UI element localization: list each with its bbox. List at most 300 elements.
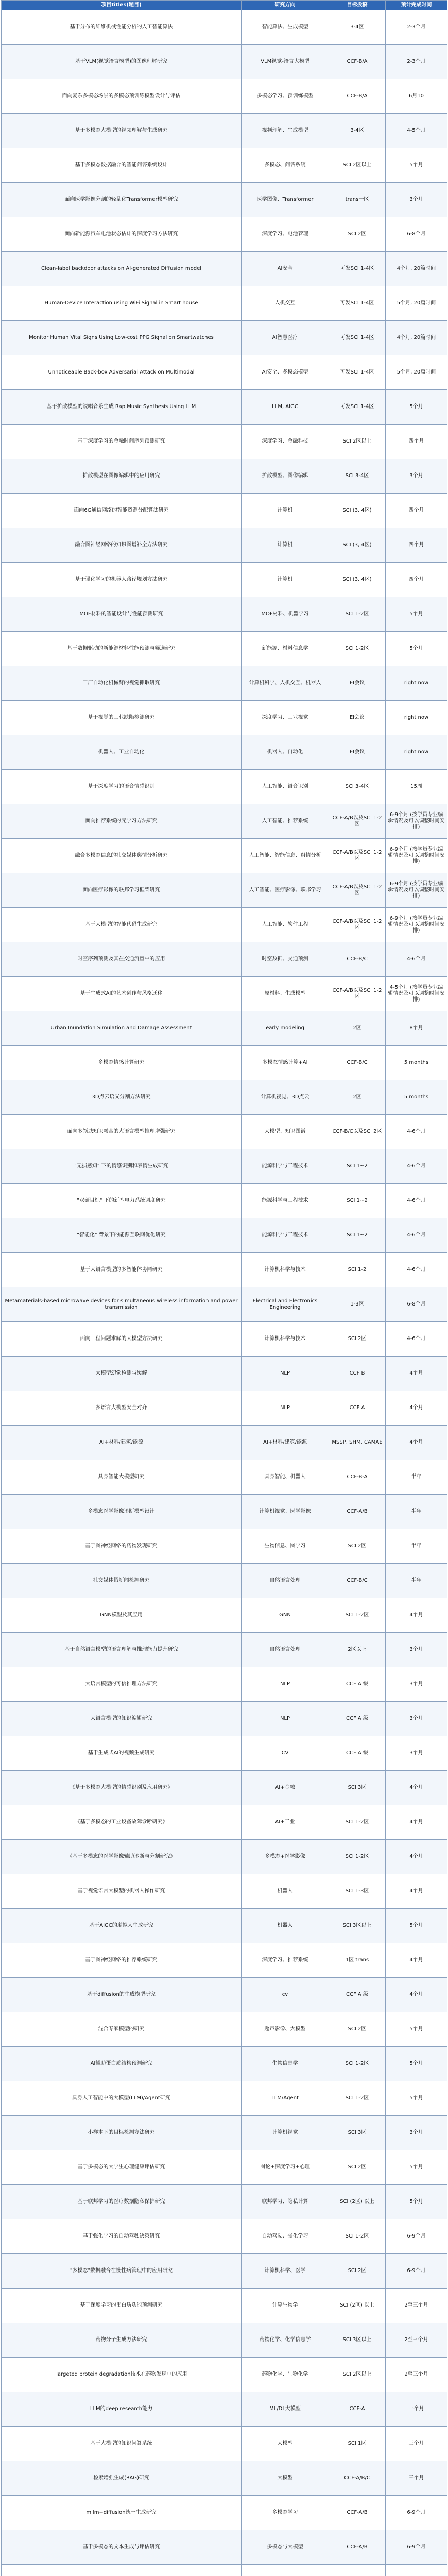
- cell-direction: 人工智能、推荐系统: [242, 804, 329, 839]
- cell-time: 5个月: [386, 1909, 447, 1943]
- cell-target: SCI (2区) 以上: [329, 2289, 386, 2323]
- table-row: [2, 597, 447, 632]
- cell-direction: 药物化学、生物化学: [242, 2358, 329, 2392]
- cell-direction: 生物信息学: [242, 2047, 329, 2081]
- cell-direction: 能源科学与工程技术: [242, 1184, 329, 1218]
- cell-title: Monitor Human Vital Signs Using Low-cost PPG Signal on Smartwatches: [2, 321, 242, 355]
- cell-target: SCI 3区以上: [329, 2323, 386, 2358]
- table-row: [2, 1529, 447, 1564]
- cell-time: 6-8个月: [386, 1287, 447, 1322]
- table-row: [2, 804, 447, 839]
- cell-target: SCI 1-2区: [329, 1598, 386, 1633]
- cell-time: 3个月: [386, 2116, 447, 2150]
- cell-title: GNN模型及其应用: [2, 1598, 242, 1633]
- table-row: [2, 1978, 447, 2012]
- cell-target: 3-4区: [329, 114, 386, 148]
- cell-direction: 药物化学、化学信息学: [242, 2323, 329, 2358]
- table-row: [2, 2392, 447, 2427]
- cell-direction: MOF材料、机器学习: [242, 597, 329, 632]
- cell-time: 5个月: [386, 2047, 447, 2081]
- cell-time: 5个月: [386, 390, 447, 425]
- cell-time: 4个月: [386, 1840, 447, 1874]
- cell-direction: CV: [242, 1736, 329, 1771]
- cell-time: 6-9个月 (按学员专业编辑情况及可以调整时间安排): [386, 804, 447, 839]
- cell-direction: 多模态学习、预训练模型: [242, 79, 329, 114]
- cell-target: SCI (3, 4区): [329, 563, 386, 597]
- table-row: [2, 1667, 447, 1702]
- cell-title: 《基于多模态的工业设备故障诊断研究》: [2, 1805, 242, 1840]
- cell-target: SCI 1-2区: [329, 2081, 386, 2116]
- table-row: [2, 632, 447, 666]
- table-row: [2, 355, 447, 390]
- cell-direction: 计算机视觉: [242, 2116, 329, 2150]
- cell-direction: NLP: [242, 1702, 329, 1736]
- cell-title: 机器人、工业自动化: [2, 735, 242, 770]
- cell-time: 3个月: [386, 1702, 447, 1736]
- cell-direction: cv: [242, 1978, 329, 2012]
- project-table: [1, 0, 447, 2576]
- cell-target: SCI 2区: [329, 2012, 386, 2047]
- header-title: 项目titles(题目): [2, 1, 242, 10]
- cell-time: 半年: [386, 1495, 447, 1529]
- table-row: [2, 1287, 447, 1322]
- cell-title: 基于深度学习的金融时间序列预测研究: [2, 425, 242, 459]
- cell-title: 基于大模型的智能代码生成研究: [2, 908, 242, 942]
- table-row: [2, 494, 447, 528]
- cell-title: 时空序列预测及其在交通流量中的应用: [2, 942, 242, 977]
- cell-title: 基于视觉语言大模型的机器人操作研究: [2, 1874, 242, 1909]
- cell-time: 4-6个月: [386, 1115, 447, 1149]
- cell-direction: 能源科学与工程技术: [242, 1149, 329, 1184]
- cell-target: 可发SCI 1-4区: [329, 321, 386, 355]
- cell-direction: 计算机科学与技术: [242, 1253, 329, 1287]
- cell-title: 基于自然语言模型的语言理解与推理能力提升研究: [2, 1633, 242, 1667]
- table-row: [2, 1149, 447, 1184]
- cell-time: 2-3个月: [386, 45, 447, 79]
- table-row: [2, 1909, 447, 1943]
- cell-target: SCI 2区以上: [329, 2358, 386, 2392]
- cell-target: SCI (3, 4区): [329, 494, 386, 528]
- cell-direction: 计算机科学、医学: [242, 2254, 329, 2289]
- cell-target: CCF B: [329, 1357, 386, 1391]
- cell-title: 基于深度学习的蛋白质功能预测研究: [2, 2289, 242, 2323]
- cell-title: 基于图神经网络的药物发现研究: [2, 1529, 242, 1564]
- table-row: [2, 2427, 447, 2461]
- table-row: [2, 459, 447, 494]
- cell-title: 基于多模态数据融合的智能问答系统设计: [2, 148, 242, 183]
- cell-target: MSSP, SHM, CAMAE: [329, 1426, 386, 1460]
- cell-title: 药物分子生成方法研究: [2, 2323, 242, 2358]
- cell-direction: 计算机: [242, 494, 329, 528]
- table-row: [2, 79, 447, 114]
- cell-direction: 计算机视觉、医学影像: [242, 1495, 329, 1529]
- cell-time: 4-6个月: [386, 1322, 447, 1357]
- cell-title: 基于多模态的文本生成与评估研究: [2, 2530, 242, 2565]
- cell-title: 面向新能源汽车电池状态估计的深度学习方法研究: [2, 217, 242, 252]
- cell-target: 2区: [329, 1080, 386, 1115]
- cell-time: 4个月: [386, 1874, 447, 1909]
- cell-time: 4个月, 20篇时间: [386, 252, 447, 286]
- cell-target: CCF-A/B: [329, 1495, 386, 1529]
- table-row: [2, 183, 447, 217]
- cell-target: SCI (2区) 以上: [329, 2185, 386, 2219]
- cell-title: 基于强化学习的机器人路径规划方法研究: [2, 563, 242, 597]
- cell-time: 3个月: [386, 183, 447, 217]
- cell-direction: GNN: [242, 1598, 329, 1633]
- cell-title: 大语言模型的可信推理方法研究: [2, 1667, 242, 1702]
- table-row: [2, 942, 447, 977]
- table-row: [2, 1391, 447, 1426]
- cell-title: "多模态"数据融合在慢性病管理中的应用研究: [2, 2254, 242, 2289]
- cell-time: 四个月: [386, 563, 447, 597]
- cell-target: trans一区: [329, 183, 386, 217]
- table-row: [2, 1943, 447, 1978]
- cell-title: MOF材料的智能设计与性能预测研究: [2, 597, 242, 632]
- cell-title: 面向医学影像分割的轻量化Transformer模型研究: [2, 183, 242, 217]
- cell-title: 面向医疗影像的联邦学习框架研究: [2, 873, 242, 908]
- cell-time: 4-5个月 (按学员专业编辑情况及可以调整时间安排): [386, 977, 447, 1011]
- cell-target: SCI 3区以上: [329, 1909, 386, 1943]
- cell-title: 融合图神经网络的知识图谱补全方法研究: [2, 528, 242, 563]
- cell-direction: NLP: [242, 1667, 329, 1702]
- cell-direction: VLM视觉-语言大模型: [242, 45, 329, 79]
- cell-time: 2至三个月: [386, 2323, 447, 2358]
- cell-direction: 人工智能、语音识别: [242, 770, 329, 804]
- cell-direction: AI智慧医疗: [242, 321, 329, 355]
- cell-title: 检索增强生成(RAG)研究: [2, 2461, 242, 2496]
- cell-title: 基于扩散模型的说唱音乐生成 Rap Music Synthesis Using LLM: [2, 390, 242, 425]
- cell-time: 4个月: [386, 1598, 447, 1633]
- cell-title: 基于大语言模型的多智能体协同研究: [2, 1253, 242, 1287]
- cell-time: 2至三个月: [386, 2358, 447, 2392]
- cell-time: 5个月: [386, 148, 447, 183]
- table-row: [2, 10, 447, 45]
- cell-time: 4个月: [386, 1978, 447, 2012]
- cell-title: 面向多领域知识融合的大语言模型推理增强研究: [2, 1115, 242, 1149]
- cell-direction: 人工智能、智能信息、舆情分析: [242, 839, 329, 873]
- table-row: [2, 1598, 447, 1633]
- cell-target: CCF-A/B以及SCI 1-2区: [329, 804, 386, 839]
- cell-time: 6-9个月 (按学员专业编辑情况及可以调整时间安排): [386, 839, 447, 873]
- cell-direction: NLP: [242, 1391, 329, 1426]
- cell-direction: LLM, AIGC: [242, 390, 329, 425]
- cell-time: 四个月: [386, 528, 447, 563]
- cell-title: 面向6G通信网络的智能资源分配算法研究: [2, 494, 242, 528]
- cell-target: SCI 3区: [329, 1771, 386, 1805]
- cell-title: 多语言大模型安全对齐: [2, 1391, 242, 1426]
- table-row: [2, 1218, 447, 1253]
- cell-direction: 自动驾驶、强化学习: [242, 2219, 329, 2254]
- cell-target: CCF-A/B以及SCI 1-2区: [329, 977, 386, 1011]
- cell-title: 基于视觉的工业缺陷检测研究: [2, 701, 242, 735]
- cell-title: 基于数据驱动的新能源材料性能预测与筛选研究: [2, 632, 242, 666]
- cell-time: 5个月: [386, 2012, 447, 2047]
- cell-title: 扩散模型在图像编辑中的应用研究: [2, 459, 242, 494]
- cell-target: SCI 3-4区: [329, 770, 386, 804]
- cell-time: 3个月: [386, 1736, 447, 1771]
- cell-title: Human-Device Interaction using WiFi Signal in Smart house: [2, 286, 242, 321]
- cell-target: CCF-A/B/C: [329, 2461, 386, 2496]
- cell-direction: 人机交互: [242, 286, 329, 321]
- cell-direction: ML/DL大模型: [242, 2392, 329, 2427]
- cell-title: 基于强化学习的自动驾驶决策研究: [2, 2219, 242, 2254]
- cell-target: EI会议: [329, 735, 386, 770]
- cell-title: 基于多模态的大学生心理健康评估研究: [2, 2150, 242, 2185]
- table-row: [2, 390, 447, 425]
- cell-direction: LLM/Agent: [242, 2081, 329, 2116]
- cell-time: right now: [386, 666, 447, 701]
- table-row: [2, 1771, 447, 1805]
- cell-direction: AI安全、多模态模型: [242, 355, 329, 390]
- cell-title: 面向工程问题求解的大模型方法研究: [2, 1322, 242, 1357]
- cell-time: 半年: [386, 1564, 447, 1598]
- table-row: [2, 2530, 447, 2565]
- cell-time: 3个月: [386, 1633, 447, 1667]
- cell-time: 6-9个月: [386, 2219, 447, 2254]
- cell-title: Targeted protein degradation技术在药物发现中的应用: [2, 2358, 242, 2392]
- cell-title: 基于VLM(视觉语言模型)的图像理解研究: [2, 45, 242, 79]
- table-row: [2, 1564, 447, 1598]
- table-row: [2, 1495, 447, 1529]
- cell-direction: 医学图像、Transformer: [242, 183, 329, 217]
- cell-title: 基于图神经网络的推荐系统研究: [2, 1943, 242, 1978]
- cell-time: 4个月: [386, 1357, 447, 1391]
- cell-direction: 具身智能、机器人: [242, 1460, 329, 1495]
- cell-target: 可发SCI 1-4区: [329, 390, 386, 425]
- cell-time: 4-6个月: [386, 1253, 447, 1287]
- cell-title: AI辅助蛋白质结构预测研究: [2, 2047, 242, 2081]
- header-direction: 研究方向: [242, 1, 329, 10]
- cell-direction: 多模态、问答系统: [242, 148, 329, 183]
- cell-title: 基于生成式AI的艺术创作与风格迁移: [2, 977, 242, 1011]
- table-row: [2, 217, 447, 252]
- cell-time: 6-9个月: [386, 2530, 447, 2565]
- table-row: [2, 2185, 447, 2219]
- cell-time: 5个月: [386, 2185, 447, 2219]
- cell-title: 面向推荐系统的元学习方法研究: [2, 804, 242, 839]
- cell-target: CCF A 级: [329, 1978, 386, 2012]
- cell-target: SCI 1-2区: [329, 1840, 386, 1874]
- table-row: [2, 977, 447, 1011]
- cell-time: 5个月: [386, 597, 447, 632]
- cell-direction: Electrical and Electronics Engineering: [242, 1287, 329, 1322]
- cell-title: 多模态医学影像诊断模型设计: [2, 1495, 242, 1529]
- cell-direction: 多模态情感计算+AI: [242, 1046, 329, 1080]
- cell-title: 基于分布的纤维机械性能分析的人工智能算法: [2, 10, 242, 45]
- cell-title: 大语言模型的知识编辑研究: [2, 1702, 242, 1736]
- cell-direction: 大模型、知识图谱: [242, 1115, 329, 1149]
- cell-target: SCI 1~2: [329, 1149, 386, 1184]
- cell-title: 基于生成式AI的视频生成研究: [2, 1736, 242, 1771]
- cell-target: SCI 2区: [329, 2254, 386, 2289]
- table-row: [2, 2012, 447, 2047]
- cell-direction: 机器人: [242, 1874, 329, 1909]
- table-row: [2, 563, 447, 597]
- cell-target: SCI 1-3区: [329, 1874, 386, 1909]
- cell-title: "智能化" 背景下的能源互联网优化研究: [2, 1218, 242, 1253]
- cell-title: mllm+diffusion统一生成研究: [2, 2496, 242, 2530]
- cell-direction: [242, 2565, 329, 2576]
- cell-direction: 计算生物学: [242, 2289, 329, 2323]
- table-row: [2, 2219, 447, 2254]
- cell-direction: 大模型: [242, 2427, 329, 2461]
- cell-title: 社交媒体假新闻检测研究: [2, 1564, 242, 1598]
- cell-time: 三个月: [386, 2461, 447, 2496]
- cell-title: Urban Inundation Simulation and Damage Assessment: [2, 1011, 242, 1046]
- cell-title: Unnoticeable Back-box Adversarial Attack on Multimodal: [2, 355, 242, 390]
- table-row: [2, 908, 447, 942]
- table-row: [2, 2150, 447, 2185]
- cell-title: "无损感知" 下的情感识别和表情生成研究: [2, 1149, 242, 1184]
- cell-target: SCI 3区: [329, 2116, 386, 2150]
- table-row: [2, 2565, 447, 2576]
- cell-direction: 人工智能、医疗影像、联邦学习: [242, 873, 329, 908]
- cell-title: 融合多模态信息的社交媒体舆情分析研究: [2, 839, 242, 873]
- cell-direction: AI安全: [242, 252, 329, 286]
- cell-direction: 大模型: [242, 2461, 329, 2496]
- cell-direction: 自然语言处理: [242, 1633, 329, 1667]
- table-row: [2, 1011, 447, 1046]
- cell-target: SCI 1~2: [329, 1184, 386, 1218]
- cell-time: 3个月: [386, 1667, 447, 1702]
- cell-title: Metamaterials-based microwave devices for simultaneous wireless information and power transmission: [2, 1287, 242, 1322]
- cell-title: [2, 2565, 242, 2576]
- table-row: [2, 1460, 447, 1495]
- cell-direction: 机器人: [242, 1909, 329, 1943]
- table-row: [2, 1874, 447, 1909]
- table-row: [2, 770, 447, 804]
- cell-title: 基于大模型的知识问答系统: [2, 2427, 242, 2461]
- cell-time: 4个月, 20篇时间: [386, 321, 447, 355]
- cell-target: SCI 2区: [329, 1322, 386, 1357]
- cell-time: 半年: [386, 1529, 447, 1564]
- cell-target: SCI 1-2区: [329, 597, 386, 632]
- cell-direction: NLP: [242, 1357, 329, 1391]
- cell-title: 基于AIGC的虚拟人生成研究: [2, 1909, 242, 1943]
- cell-direction: 扩散模型、图像编辑: [242, 459, 329, 494]
- cell-target: CCF-A/B: [329, 2530, 386, 2565]
- cell-direction: 人工智能、软件工程: [242, 908, 329, 942]
- cell-time: 6-9个月 (按学员专业编辑情况及可以调整时间安排): [386, 908, 447, 942]
- cell-time: 4-6个月: [386, 1218, 447, 1253]
- table-row: [2, 1357, 447, 1391]
- cell-direction: 深度学习、推荐系统: [242, 1943, 329, 1978]
- cell-target: CCF-B/A: [329, 79, 386, 114]
- cell-target: SCI 1区: [329, 2427, 386, 2461]
- cell-time: [386, 2565, 447, 2576]
- cell-title: 基于深度学习的语音情感识别: [2, 770, 242, 804]
- cell-time: right now: [386, 701, 447, 735]
- table-row: [2, 2323, 447, 2358]
- cell-direction: 深度学习、电池管理: [242, 217, 329, 252]
- cell-direction: AI+金融: [242, 1771, 329, 1805]
- cell-direction: 计算机: [242, 563, 329, 597]
- header-target: 目标投稿: [329, 1, 386, 10]
- cell-direction: 智能算法、生成模型: [242, 10, 329, 45]
- cell-time: 4个月: [386, 1943, 447, 1978]
- cell-title: 面向复杂多模态场景的多模态预训练模型设计与评估: [2, 79, 242, 114]
- table-row: [2, 45, 447, 79]
- table-row: [2, 286, 447, 321]
- cell-target: EI会议: [329, 701, 386, 735]
- cell-direction: 计算机科学与技术: [242, 1322, 329, 1357]
- cell-direction: 机器人、自动化: [242, 735, 329, 770]
- cell-title: 具身人工智能中的大模型(LLM)/Agent研究: [2, 2081, 242, 2116]
- cell-target: SCI 1-2: [329, 1253, 386, 1287]
- cell-target: SCI 1~2: [329, 1218, 386, 1253]
- cell-target: SCI 3-4区: [329, 459, 386, 494]
- table-row: [2, 735, 447, 770]
- cell-direction: 深度学习、工业视觉: [242, 701, 329, 735]
- cell-time: 四个月: [386, 494, 447, 528]
- cell-target: CCF-B/C: [329, 1564, 386, 1598]
- cell-target: CCF-B/C: [329, 942, 386, 977]
- table-row: [2, 1046, 447, 1080]
- table-row: [2, 425, 447, 459]
- cell-target: SCI 1-2区: [329, 1805, 386, 1840]
- table-row: [2, 2289, 447, 2323]
- cell-direction: 计算机视觉、3D点云: [242, 1080, 329, 1115]
- table-row: [2, 321, 447, 355]
- cell-direction: early modeling: [242, 1011, 329, 1046]
- cell-title: "双碳目标" 下的新型电力系统调度研究: [2, 1184, 242, 1218]
- cell-title: 多模态情感计算研究: [2, 1046, 242, 1080]
- cell-time: right now: [386, 735, 447, 770]
- cell-target: SCI 2区: [329, 1529, 386, 1564]
- cell-target: EI会议: [329, 666, 386, 701]
- cell-direction: 时空数据、交通预测: [242, 942, 329, 977]
- table-row: [2, 1426, 447, 1460]
- cell-time: 4个月: [386, 1391, 447, 1426]
- cell-direction: 多模态与大模型: [242, 2530, 329, 2565]
- cell-time: 4-5个月: [386, 114, 447, 148]
- cell-time: 4-6个月: [386, 1184, 447, 1218]
- cell-target: CCF A 级: [329, 1667, 386, 1702]
- table-row: [2, 2116, 447, 2150]
- cell-target: CCF A 级: [329, 1702, 386, 1736]
- cell-target: CCF-A/B以及SCI 1-2区: [329, 873, 386, 908]
- table-row: [2, 666, 447, 701]
- cell-target: 可发SCI 1-4区: [329, 286, 386, 321]
- cell-direction: 新能源、材料信息学: [242, 632, 329, 666]
- table-row: [2, 1633, 447, 1667]
- cell-direction: AI+工业: [242, 1805, 329, 1840]
- cell-direction: 原材料、生成模型: [242, 977, 329, 1011]
- cell-time: 6-9个月: [386, 2496, 447, 2530]
- cell-direction: 能源科学与工程技术: [242, 1218, 329, 1253]
- cell-target: CCF-B/C以及SCI 2区: [329, 1115, 386, 1149]
- table-row: [2, 701, 447, 735]
- cell-title: 混合专家模型的研究: [2, 2012, 242, 2047]
- cell-target: SCI 2区: [329, 2150, 386, 2185]
- cell-direction: 视频理解、生成模型: [242, 114, 329, 148]
- cell-direction: 深度学习、金融科技: [242, 425, 329, 459]
- cell-time: 4个月: [386, 1771, 447, 1805]
- table-row: [2, 1805, 447, 1840]
- cell-time: 4个月: [386, 1805, 447, 1840]
- table-row: [2, 1080, 447, 1115]
- cell-time: 一个月: [386, 2392, 447, 2427]
- cell-target: CCF-A/B以及SCI 1-2区: [329, 908, 386, 942]
- table-row: [2, 2496, 447, 2530]
- cell-title: LLM的deep research能力: [2, 2392, 242, 2427]
- cell-target: SCI 2区以上: [329, 425, 386, 459]
- cell-time: 3个月: [386, 459, 447, 494]
- cell-target: 可发SCI 1-4区: [329, 252, 386, 286]
- cell-time: 5个月, 20篇时间: [386, 355, 447, 390]
- table-row: [2, 2358, 447, 2392]
- cell-title: 工厂自动化机械臂的视觉抓取研究: [2, 666, 242, 701]
